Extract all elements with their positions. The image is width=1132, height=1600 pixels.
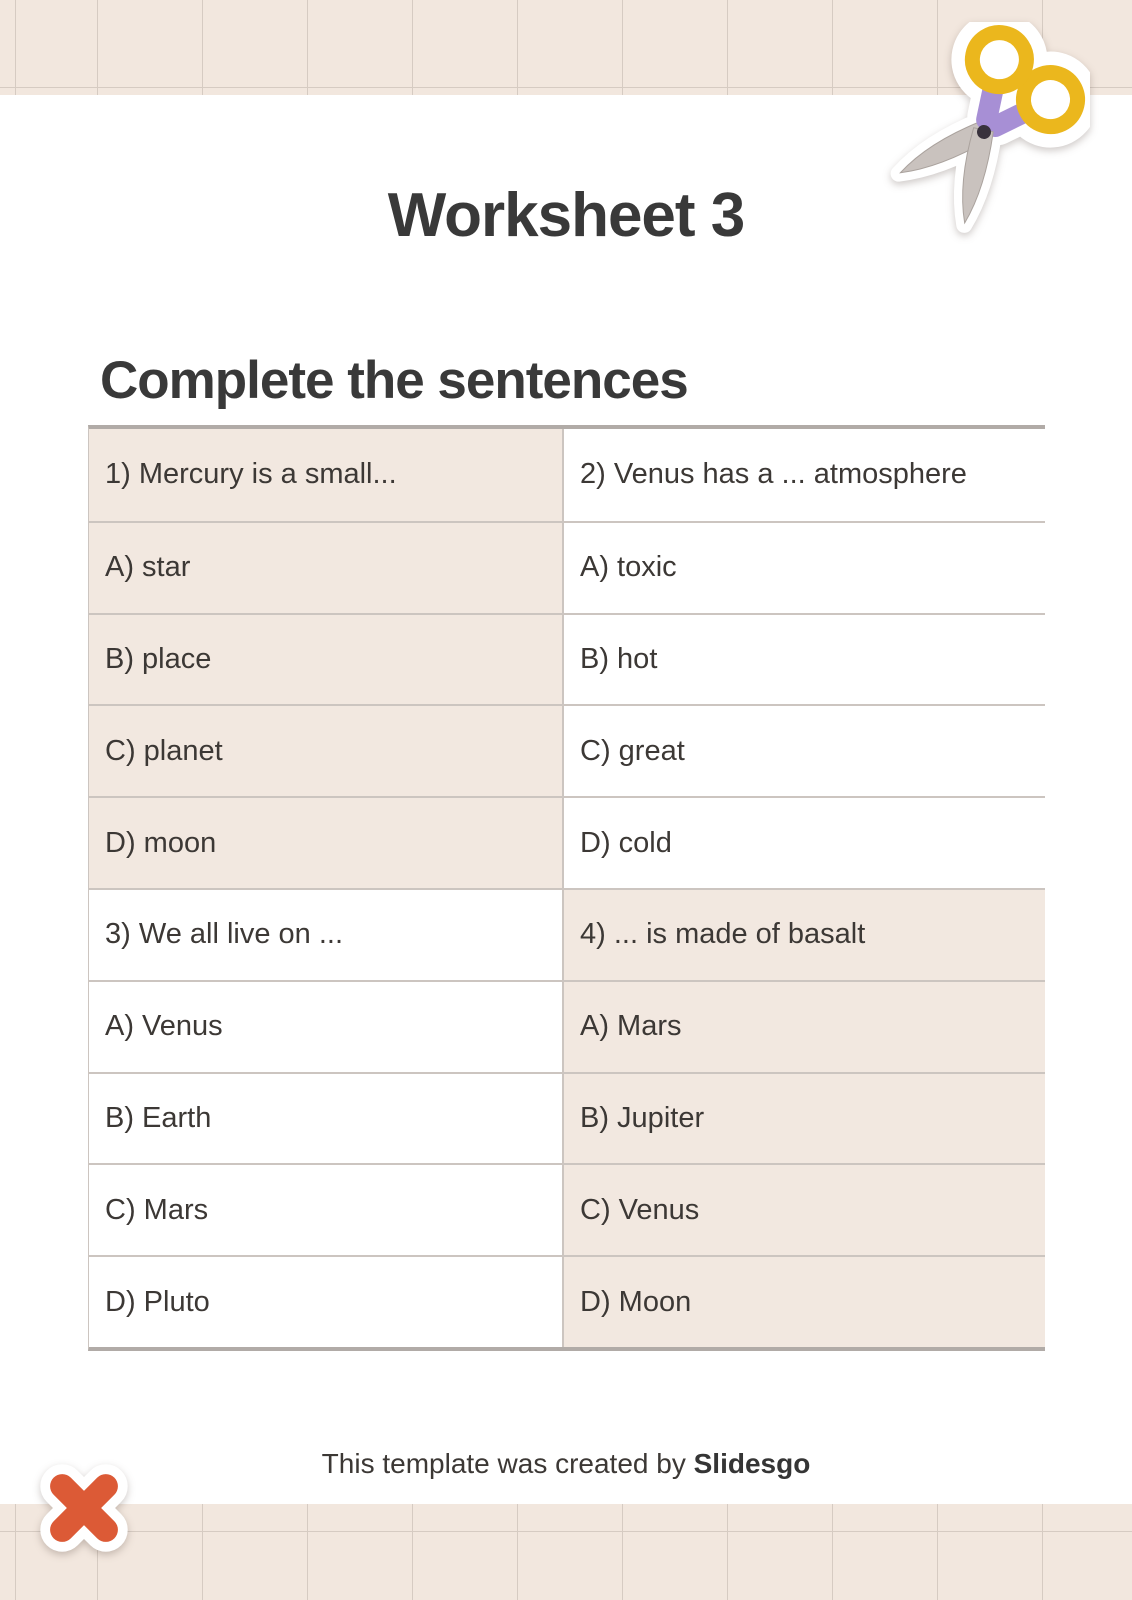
option-cell: D) cold bbox=[564, 796, 1045, 888]
page-title: Worksheet 3 bbox=[387, 181, 745, 250]
footer-credit-text: This template was created by bbox=[321, 1448, 694, 1479]
question-cell: 3) We all live on ... bbox=[89, 888, 564, 980]
question-cell: 4) ... is made of basalt bbox=[564, 888, 1045, 980]
option-cell: C) planet bbox=[89, 704, 564, 796]
section-heading: Complete the sentences bbox=[100, 351, 688, 410]
footer-credit bbox=[0, 1448, 1132, 1480]
option-cell: C) Venus bbox=[564, 1163, 1045, 1255]
option-cell: D) Moon bbox=[564, 1255, 1045, 1347]
question-cell: 2) Venus has a ... atmosphere bbox=[564, 429, 1045, 521]
option-cell: D) moon bbox=[89, 796, 564, 888]
option-cell: C) great bbox=[564, 704, 1045, 796]
option-cell: B) hot bbox=[564, 613, 1045, 705]
option-cell: B) place bbox=[89, 613, 564, 705]
quiz-table bbox=[88, 425, 1045, 1351]
option-cell: A) toxic bbox=[564, 521, 1045, 613]
option-cell: B) Jupiter bbox=[564, 1072, 1045, 1164]
question-cell: 1) Mercury is a small... bbox=[89, 429, 564, 521]
option-cell: A) Venus bbox=[89, 980, 564, 1072]
x-icon bbox=[28, 1452, 140, 1564]
option-cell: B) Earth bbox=[89, 1072, 564, 1164]
option-cell: C) Mars bbox=[89, 1163, 564, 1255]
option-cell: A) Mars bbox=[564, 980, 1045, 1072]
option-cell: A) star bbox=[89, 521, 564, 613]
option-cell: D) Pluto bbox=[89, 1255, 564, 1347]
footer-brand: Slidesgo bbox=[693, 1448, 811, 1479]
bottom-grid-band bbox=[0, 1504, 1132, 1600]
